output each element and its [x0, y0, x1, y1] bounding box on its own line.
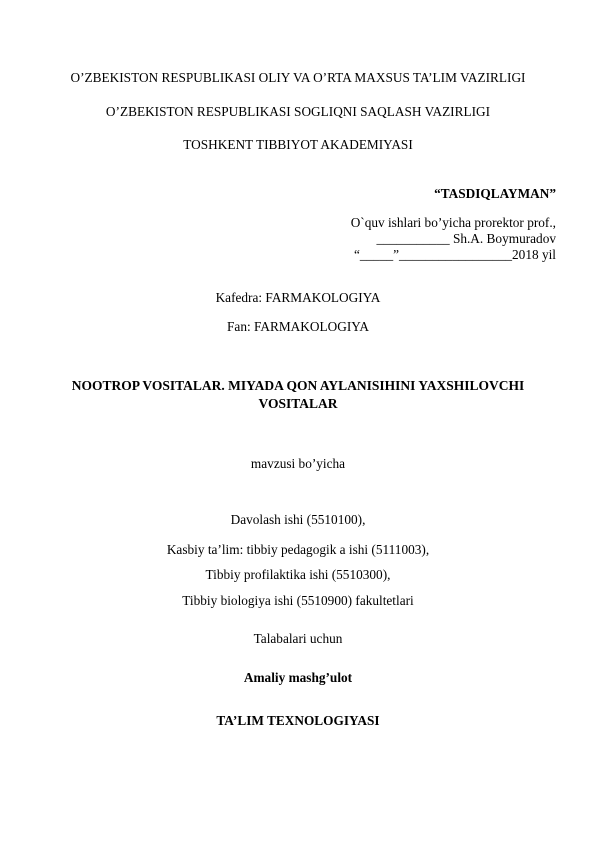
approval-position: O`quv ishlari bo’yicha prorektor prof.,: [350, 215, 556, 230]
approval-title: “TASDIQLAYMAN”: [434, 186, 556, 201]
ministry-health: O’ZBEKISTON RESPUBLIKASI SOGLIQNI SAQLASH VAZIRLIGI: [105, 104, 491, 119]
department-kafedra: Kafedra: FARMAKOLOGIYA: [215, 290, 381, 305]
approval-signature: ___________ Sh.A. Boymuradov: [376, 231, 556, 246]
approval-date: “_____”_________________2018 yil: [353, 247, 556, 262]
faculty-item: Davolash ishi (5510100),: [230, 512, 366, 527]
faculty-item: Kasbiy ta’lim: tibbiy pedagogik a ishi (5111003),: [166, 542, 430, 557]
topic-subtitle: mavzusi bo’yicha: [250, 456, 346, 471]
academy-name: TOSHKENT TIBBIYOT AKADEMIYASI: [183, 137, 413, 152]
document-type: TA’LIM TEXNOLOGIYASI: [216, 713, 380, 728]
faculty-item: Tibbiy profilaktika ishi (5510300),: [205, 567, 391, 582]
faculty-item: Tibbiy biologiya ishi (5510900) fakultetlari: [182, 593, 414, 608]
audience: Talabalari uchun: [253, 631, 343, 646]
topic-title: NOOTROP VOSITALAR. MIYADA QON AYLANISIHINI YAXSHILOVCHI VOSITALAR: [71, 378, 525, 411]
lesson-type: Amaliy mashg’ulot: [243, 670, 353, 685]
ministry-higher-education: O’ZBEKISTON RESPUBLIKASI OLIY VA O’RTA MAXSUS TA’LIM VAZIRLIGI: [70, 70, 526, 85]
department-fan: Fan: FARMAKOLOGIYA: [227, 319, 369, 334]
